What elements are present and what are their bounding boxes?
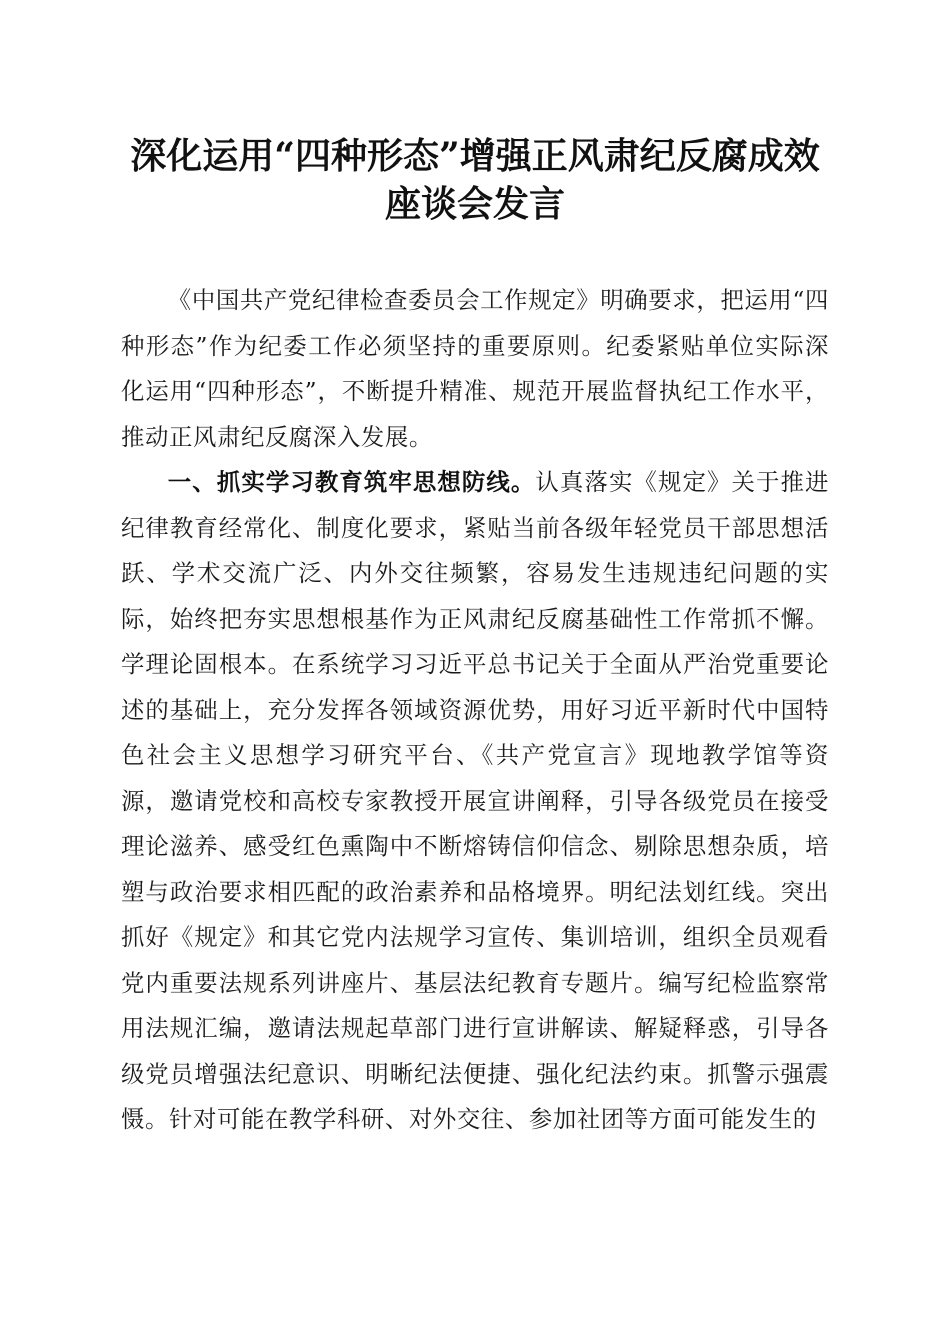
section-1-body: 认真落实《规定》关于推进纪律教育经常化、制度化要求，紧贴当前各级年轻党员干部思想活跃、学术交流广泛、内外交往频繁，容易发生违规违纪问题的实际，始终把夯实思想根基作为正风肃纪反腐基础性工作常抓不懈。学理论固根本。在系统学习习近平总书记关于全面从严治党重要论述的基础上，充分发挥各领域资源优势，用好习近平新时代中国特色社会主义思想学习研究平台、《共产党宣言》现地教学馆等资源，邀请党校和高校专家教授开展宣讲阐释，引导各级党员在接受理论滋养、感受红色熏陶中不断熔铸信仰信念、剔除思想杂质，培塑与政治要求相匹配的政治素养和品格境界。明纪法划红线。突出抓好《规定》和其它党内法规学习宣传、集训培训，组织全员观看党内重要法规系列讲座片、基层法纪教育专题片。编写纪检监察常用法规汇编，邀请法规起草部门进行宣讲解读、解疑释惑，引导各级党员增强法纪意识、明晰纪法便捷、强化纪法约束。抓警示强震慑。针对可能在教学科研、对外交往、参加社团等方面可能发生的: [121, 468, 829, 1133]
section-1-paragraph: [121, 460, 829, 1143]
section-1-heading: 一、抓实学习教育筑牢思想防线。: [167, 468, 536, 496]
document-title: [100, 132, 850, 228]
intro-paragraph: 《中国共产党纪律检查委员会工作规定》明确要求，把运用“四种形态”作为纪委工作必须坚持的重要原则。纪委紧贴单位实际深化运用“四种形态”，不断提升精准、规范开展监督执纪工作水平，推动正风肃纪反腐深入发展。: [121, 286, 829, 451]
document-body: [121, 278, 829, 1143]
title-line-1: 深化运用“四种形态”增强正风肃纪反腐成效: [130, 135, 820, 177]
title-line-2: 座谈会发言: [384, 183, 565, 225]
